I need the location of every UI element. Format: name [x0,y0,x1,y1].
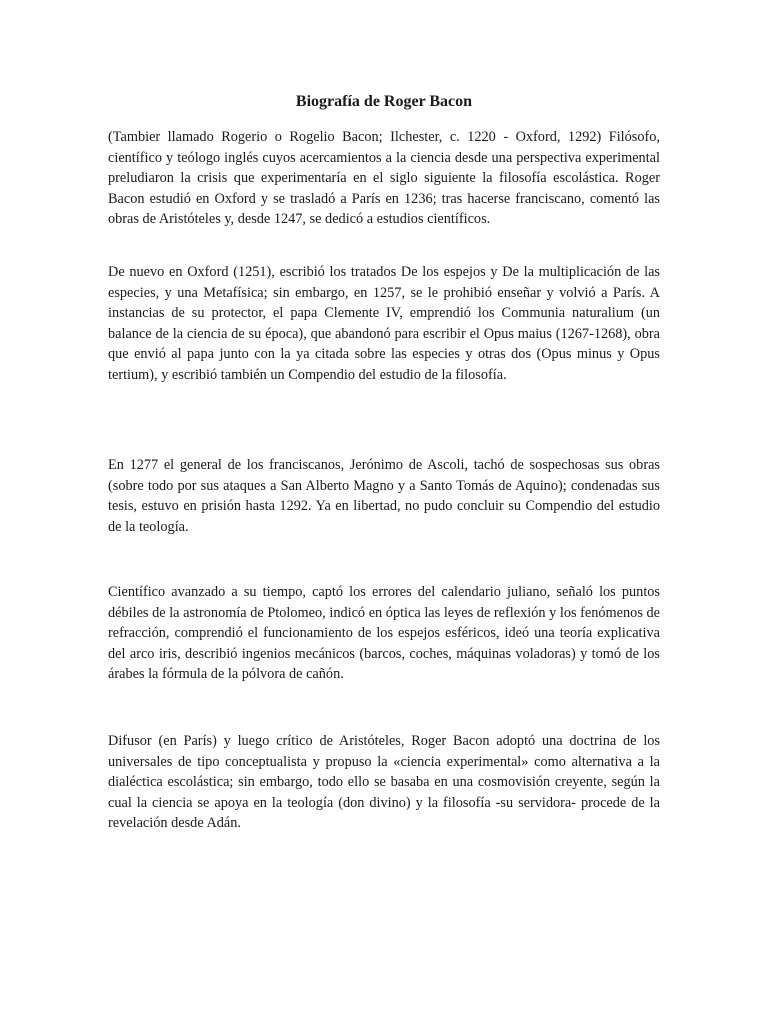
paragraph-intro: (Tambier llamado Rogerio o Rogelio Bacon; Ilchester, c. 1220 - Oxford, 1292) Filósofo, científico y teólogo inglés cuyos acercamientos a la ciencia desde una perspectiva experimental preludiaron la crisis que experimentaría en el siglo siguiente la filosofía escolástica. Roger Bacon estudió en Oxford y se trasladó a París en 1236; tras hacerse franciscano, comentó las obras de Aristóteles y, desde 1247, se dedicó a estudios científicos. [108,129,660,227]
paragraph-prison: En 1277 el general de los franciscanos, Jerónimo de Ascoli, tachó de sospechosas sus obras (sobre todo por sus ataques a San Alberto Magno y a Santo Tomás de Aquino); condenadas sus tesis, estuvo en prisión hasta 1292. Ya en libertad, no pudo concluir su Compendio del estudio de la teología. [108,457,660,535]
paragraph-oxford: De nuevo en Oxford (1251), escribió los tratados De los espejos y De la multiplicación de las especies, y una Metafísica; sin embargo, en 1257, se le prohibió enseñar y volvió a París. A instancias de su protector, el papa Clemente IV, emprendió los Communia naturalium (un balance de la ciencia de su época), que abandonó para escribir el Opus maius (1267-1268), obra que envió al papa junto con la ya citada sobre las especies y otras dos (Opus minus y Opus tertium), y escribió también un Compendio del estudio de la filosofía. [108,264,660,383]
paragraph-philosophy: Difusor (en París) y luego crítico de Aristóteles, Roger Bacon adoptó una doctrina de los universales de tipo conceptualista y propuso la «ciencia experimental» como alternativa a la dialéctica escolástica; sin embargo, todo ello se basaba en una cosmovisión creyente, según la cual la ciencia se apoya en la teología (don divino) y la filosofía -su servidora- procede de la revelación desde Adán. [108,733,660,831]
page-title: Biografía de Roger Bacon [295,93,473,110]
paragraph-scientist: Científico avanzado a su tiempo, captó los errores del calendario juliano, señaló los puntos débiles de la astronomía de Ptolomeo, indicó en óptica las leyes de reflexión y los fenómenos de refracción, comprendió el funcionamiento de los espejos esféricos, ideó una teoría explicativa del arco iris, describió ingenios mecánicos (barcos, coches, máquinas voladoras) y tomó de los árabes la fórmula de la pólvora de cañón. [108,584,660,682]
